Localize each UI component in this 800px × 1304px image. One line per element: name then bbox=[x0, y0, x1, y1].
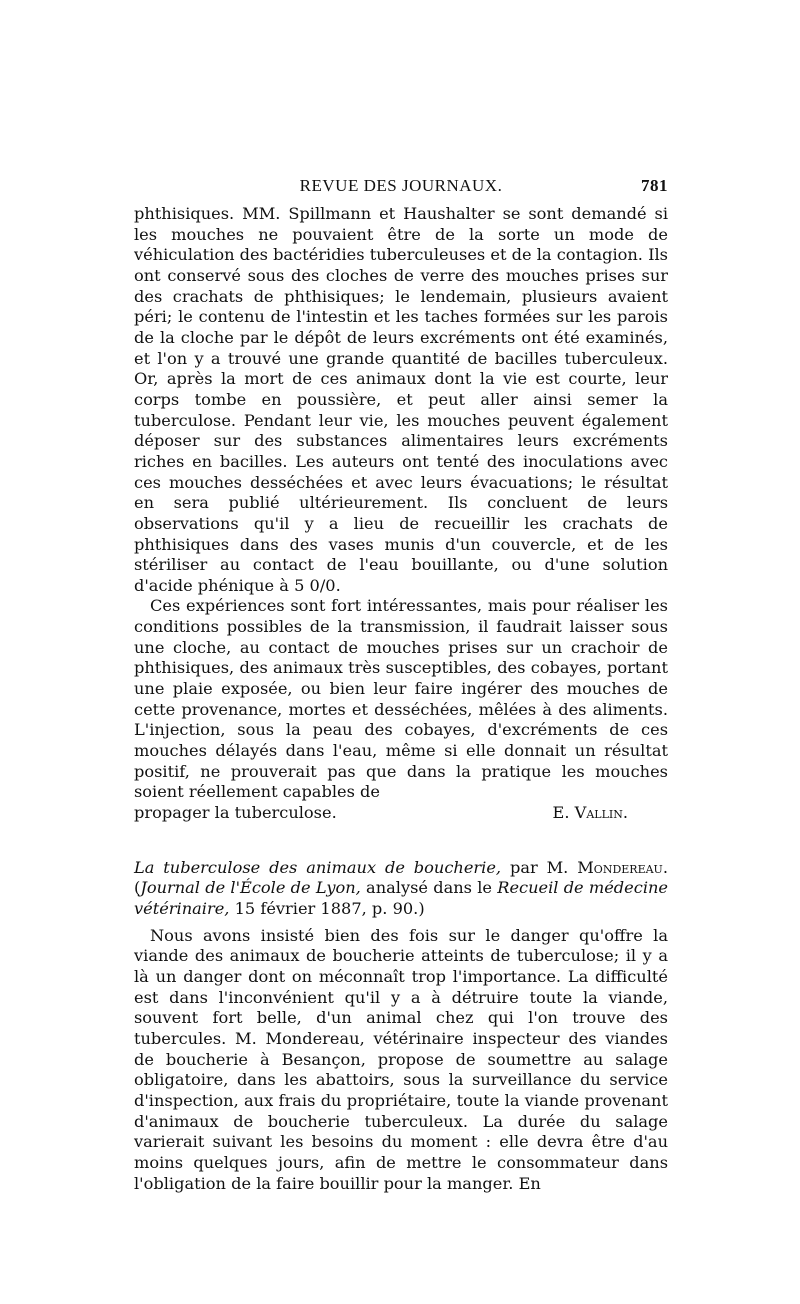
journal-open-paren: ( bbox=[134, 878, 141, 898]
publication-date: 15 février 1887, p. 90.) bbox=[229, 899, 425, 918]
article-author: Mondereau. bbox=[577, 857, 668, 877]
page bbox=[134, 176, 668, 1194]
article-by: par M. bbox=[501, 857, 578, 877]
signature-line bbox=[134, 803, 668, 824]
article-heading bbox=[134, 858, 668, 920]
page-number: 781 bbox=[641, 176, 668, 195]
running-title: REVUE DES JOURNAUX. bbox=[299, 176, 503, 195]
paragraph-article-body: Nous avons insisté bien des fois sur le danger qu'offre la viande des animaux de boucherie atteints de tuberculose; il y a là un danger dont on méconnaît trop l'importance. La difficulté est dans l'inconvénient qu'il y a à détruire toute la viande, souvent fort belle, d'un animal chez qui l'on trouve des tubercules. M. Mondereau, vétérinaire inspecteur des viandes de boucherie à Besançon, propose de soumettre au salage obligatoire, dans les abattoirs, sous la surveillance du service d'inspection, aux frais du propriétaire, toute la viande provenant d'animaux de boucherie tuberculeux. La durée du salage varierait suivant les besoins du moment : elle devra être d'au moins quelques jours, afin de mettre le consommateur dans l'obligation de la faire bouillir pour la manger. En bbox=[134, 925, 668, 1193]
paragraph-commentary: Ces expériences sont fort intéressantes, mais pour réaliser les conditions possibles de la transmission, il faudrait laisser sous une cloche, au contact de mouches prises sur un crachoir de phthisiques, des animaux très susceptibles, des cobayes, portant une plaie exposée, ou bien leur faire ingérer des mouches de cette provenance, mortes et desséchées, mêlées à des aliments. L'injection, sous la peau des cobayes, d'excréments de ces mouches délayés dans l'eau, même si elle donnait un résultat positif, ne prouverait pas que dans la pratique les mouches soient réellement capables de bbox=[134, 596, 668, 802]
paragraph-continuation: phthisiques. MM. Spillmann et Haushalter se sont demandé si les mouches ne pouvaient être de la sorte un mode de véhiculation des bactéridies tuberculeuses et de la contagion. Ils ont conservé sous des cloches de verre des mouches prises sur des crachats de phthisiques; le lendemain, plusieurs avaient péri; le contenu de l'intestin et les taches formées sur les parois de la cloche par le dépôt de leurs excréments ont été examinés, et l'on y a trouvé une grande quantité de bacilles tuberculeux. Or, après la mort de ces animaux dont la vie est courte, leur corps tombe en poussière, et peut aller ainsi semer la tuberculose. Pendant leur vie, les mouches peuvent également déposer sur des substances alimentaires leurs excréments riches en bacilles. Les auteurs ont tenté des inoculations avec ces mouches desséchées et avec leurs évacuations; le résultat en sera publié ultérieurement. Ils concluent de leurs observations qu'il y a lieu de recueillir les crachats de phthisiques dans des vases munis d'un couvercle, et de les stériliser au contact de l'eau bouillante, ou d'une solution d'acide phénique à 5 0/0. bbox=[134, 204, 668, 595]
running-header bbox=[134, 176, 668, 204]
recueil-name: Recueil de médecine vétérinaire, bbox=[134, 878, 669, 918]
journal-name: Journal de l'École de Lyon, bbox=[140, 878, 361, 898]
signature: E. Vallin. bbox=[552, 803, 628, 823]
article-title: La tuberculose des animaux de boucherie, bbox=[134, 857, 502, 877]
paragraph-last-line: propager la tuberculose. bbox=[134, 803, 337, 823]
analysed-text: analysé dans le bbox=[360, 878, 498, 898]
